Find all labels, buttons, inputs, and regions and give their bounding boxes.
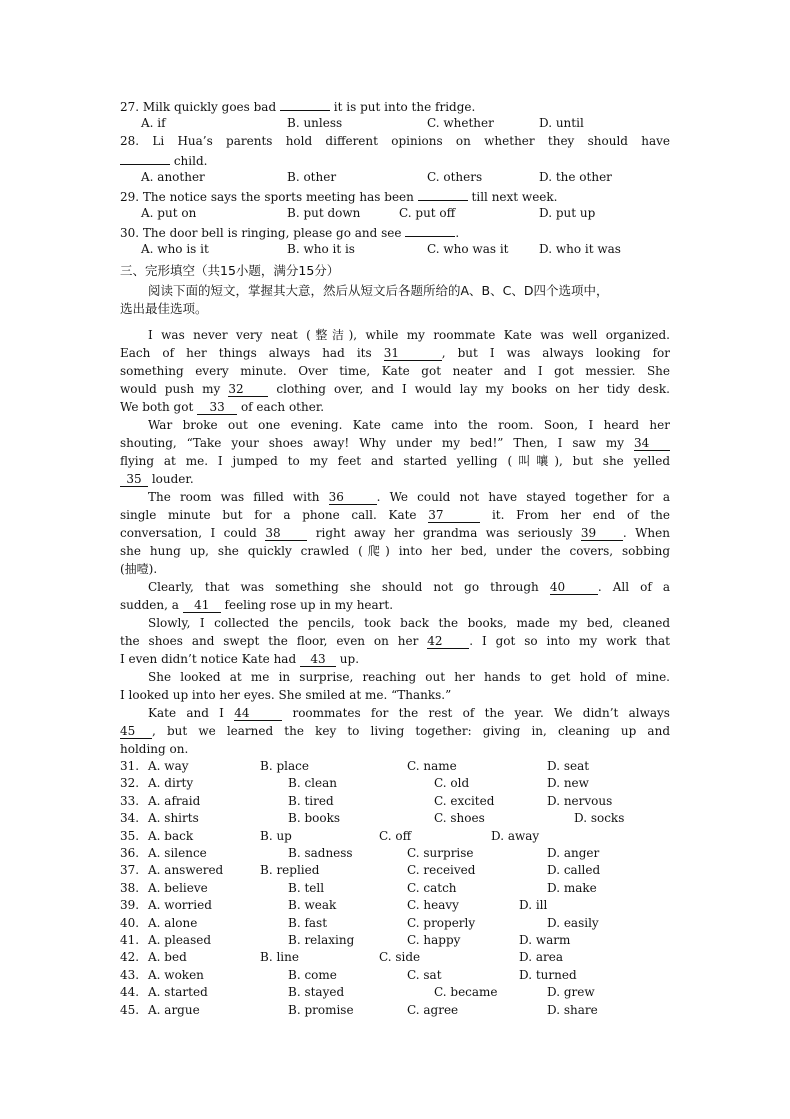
option[interactable]: A. another [141, 170, 205, 184]
answer-number: 43. [120, 967, 140, 982]
answer-option[interactable]: B. relaxing [288, 933, 355, 947]
answer-number: 36. [120, 846, 140, 860]
answer-number: 41. [120, 933, 140, 947]
question-stem: till next week. [471, 190, 558, 204]
answer-option[interactable]: A. woken [148, 967, 204, 982]
answer-number: 33. [120, 793, 140, 808]
blank-39[interactable]: 39 [581, 526, 623, 541]
answer-option[interactable]: C. side [379, 950, 421, 965]
answer-option[interactable]: D. share [547, 1002, 598, 1017]
passage-line: 35 louder. [120, 470, 194, 488]
passage-line: She looked at me in surprise, reaching out her hands to get hold of mine. [148, 670, 670, 684]
passage-line: conversation, I could 38 right away her grandma was seriously 39 . When [120, 526, 670, 540]
answer-number: 34. [120, 811, 140, 826]
question-28 [120, 132, 670, 150]
answer-option[interactable]: A. pleased [148, 933, 212, 947]
answer-option[interactable]: D. grew [547, 985, 595, 1000]
passage-line: Slowly, I collected the pencils, took back the books, made my bed, cleaned [148, 616, 670, 630]
answer-option[interactable]: C. agree [407, 1002, 459, 1017]
question-stem: it is put into the fridge. [333, 100, 476, 114]
passage-line: sudden, a 41 feeling rose up in my heart. [120, 598, 394, 612]
question-28-cont [120, 150, 207, 170]
answer-option[interactable]: A. dirty [148, 776, 194, 791]
answer-option[interactable]: D. socks [574, 811, 625, 826]
answer-option[interactable]: D. new [547, 776, 589, 791]
answer-option[interactable]: A. answered [148, 863, 224, 878]
question-stem: The notice says the sports meeting has been [142, 190, 414, 204]
answer-blank[interactable] [120, 150, 170, 165]
blank-34[interactable]: 34 [634, 436, 670, 451]
passage-line: Clearly, that was something she should not go through 40 . All of a [148, 580, 670, 594]
answer-option[interactable]: A. argue [148, 1002, 200, 1017]
passage-line: flying at me. I jumped to my feet and started yelling (叫嚷), but she yelled [120, 454, 670, 468]
answer-option[interactable]: B. books [288, 811, 341, 826]
option[interactable]: B. who it is [287, 242, 355, 256]
blank-36[interactable]: 36 [329, 490, 377, 505]
answer-option[interactable]: B. clean [288, 776, 337, 791]
answer-option[interactable]: C. properly [407, 915, 476, 930]
blank-35[interactable]: 35 [120, 472, 148, 487]
answer-number: 32. [120, 776, 140, 791]
option[interactable]: C. put off [399, 206, 456, 220]
answer-option[interactable]: C. excited [434, 793, 495, 808]
answer-option[interactable]: B. weak [288, 898, 337, 913]
answer-option[interactable]: C. became [434, 985, 498, 1000]
passage-line: I was never very neat (整洁), while my roommate Kate was well organized. [148, 328, 670, 342]
answer-option[interactable]: A. worried [148, 898, 212, 913]
answer-option[interactable]: D. called [547, 863, 601, 878]
answer-number: 37. [120, 863, 140, 878]
blank-37[interactable]: 37 [428, 508, 480, 523]
passage-line: holding on. [120, 742, 189, 756]
answer-option[interactable]: B. come [288, 967, 337, 982]
answer-option[interactable]: A. believe [148, 880, 208, 895]
answer-option[interactable]: C. name [407, 759, 457, 773]
answer-blank[interactable] [280, 96, 330, 111]
option[interactable]: D. who it was [539, 242, 621, 256]
answer-option[interactable]: B. line [260, 950, 299, 965]
answer-option[interactable]: C. catch [407, 880, 457, 895]
blank-40[interactable]: 40 [550, 580, 598, 595]
answer-option[interactable]: C. heavy [407, 898, 459, 913]
answer-number: 42. [120, 950, 140, 965]
question-number: 27. [120, 100, 140, 114]
question-30 [120, 222, 459, 242]
answer-option[interactable]: D. easily [547, 915, 599, 930]
answer-option[interactable]: D. turned [519, 967, 577, 982]
passage-line: single minute but for a phone call. Kate 37 it. From her end of the [120, 508, 670, 522]
option[interactable]: D. until [539, 116, 584, 130]
question-stem: . [455, 226, 460, 240]
passage-line: Each of her things always had its 31 , but I was always looking for [120, 346, 670, 360]
answer-option[interactable]: D. warm [519, 933, 571, 947]
blank-42[interactable]: 42 [427, 634, 469, 649]
passage-line: (抽噎). [120, 562, 158, 576]
answer-option[interactable]: C. old [434, 776, 470, 791]
passage-line: the shoes and swept the floor, even on her 42 . I got so into my work that [120, 634, 670, 648]
passage-line: War broke out one evening. Kate came into the room. Soon, I heard her [148, 418, 670, 432]
option[interactable]: C. whether [427, 116, 494, 130]
answer-option[interactable]: B. sadness [288, 846, 353, 860]
option[interactable]: B. put down [287, 206, 361, 220]
answer-number: 35. [120, 828, 140, 843]
answer-option[interactable]: D. seat [547, 759, 590, 773]
question-number: 28. [120, 134, 140, 148]
section-instruction: 选出最佳选项。 [120, 301, 208, 316]
blank-45[interactable]: 45 [120, 724, 152, 739]
answer-option[interactable]: B. place [260, 759, 309, 773]
answer-blank[interactable] [405, 222, 455, 237]
option[interactable]: B. other [287, 170, 337, 184]
answer-option[interactable]: B. up [260, 828, 292, 843]
passage-line: I looked up into her eyes. She smiled at me. “Thanks.” [120, 688, 452, 702]
answer-number: 38. [120, 880, 140, 895]
answer-option[interactable]: B. stayed [288, 985, 345, 1000]
passage-line: Kate and I 44 roommates for the rest of the year. We didn’t always [148, 706, 670, 720]
answer-option[interactable]: B. tired [288, 793, 334, 808]
passage-line: We both got 33 of each other. [120, 400, 325, 414]
question-stem: The door bell is ringing, please go and see [142, 226, 402, 240]
question-stem: child. [173, 154, 208, 168]
passage-line: I even didn’t notice Kate had 43 up. [120, 652, 360, 666]
question-29 [120, 186, 558, 206]
blank-33[interactable]: 33 [197, 400, 237, 415]
answer-option[interactable]: D. make [547, 880, 597, 895]
passage-line: something every minute. Over time, Kate got neater and I got messier. She [120, 364, 670, 378]
answer-number: 44. [120, 985, 140, 1000]
answer-option[interactable]: A. afraid [148, 793, 201, 808]
section-title: 三、完形填空（共15小题，满分15分） [120, 263, 340, 278]
passage-line: would push my 32 clothing over, and I would lay my books on her tidy desk. [120, 382, 670, 396]
question-number: 29. [120, 190, 140, 204]
section-instruction: 阅读下面的短文，掌握其大意，然后从短文后各题所给的A、B、C、D四个选项中， [148, 283, 609, 298]
blank-44[interactable]: 44 [234, 706, 282, 721]
question-number: 30. [120, 226, 140, 240]
blank-31[interactable]: 31 [384, 346, 442, 361]
blank-43[interactable]: 43 [300, 652, 336, 667]
answer-option[interactable]: C. shoes [434, 811, 485, 826]
answer-option[interactable]: A. back [148, 828, 194, 843]
answer-option[interactable]: C. sat [407, 967, 442, 982]
answer-number: 45. [120, 1002, 140, 1017]
answer-blank[interactable] [418, 186, 468, 201]
option[interactable]: C. who was it [427, 242, 509, 256]
passage-line: The room was filled with 36 . We could not have stayed together for a [148, 490, 670, 504]
answer-option[interactable]: C. off [379, 828, 412, 843]
blank-38[interactable]: 38 [265, 526, 307, 541]
blank-41[interactable]: 41 [183, 598, 221, 613]
blank-32[interactable]: 32 [228, 382, 268, 397]
option[interactable]: D. the other [539, 170, 612, 184]
answer-option[interactable]: D. anger [547, 846, 600, 860]
passage-line: 45 , but we learned the key to living together: giving in, cleaning up and [120, 724, 670, 738]
answer-option[interactable]: C. happy [407, 933, 461, 947]
option[interactable]: D. put up [539, 206, 596, 220]
passage-line: she hung up, she quickly crawled (爬) into her bed, under the covers, sobbing [120, 544, 670, 558]
answer-option[interactable]: A. way [148, 759, 189, 773]
answer-option[interactable]: C. received [407, 863, 476, 878]
answer-option[interactable]: B. tell [288, 880, 325, 895]
answer-option[interactable]: A. silence [148, 846, 207, 860]
option[interactable]: B. unless [287, 116, 343, 130]
option[interactable]: A. who is it [141, 242, 209, 256]
answer-option[interactable]: A. bed [148, 950, 187, 965]
answer-number: 31. [120, 759, 140, 773]
question-stem: Milk quickly goes bad [142, 100, 277, 114]
answer-option[interactable]: A. shirts [148, 811, 199, 826]
answer-option[interactable]: B. promise [288, 1002, 354, 1017]
option[interactable]: C. others [427, 170, 483, 184]
answer-number: 40. [120, 915, 140, 930]
answer-option[interactable]: D. area [519, 950, 563, 965]
answer-option[interactable]: D. ill [519, 898, 548, 913]
answer-option[interactable]: B. fast [288, 915, 328, 930]
answer-option[interactable]: D. away [491, 828, 540, 843]
option[interactable]: A. put on [141, 206, 197, 220]
question-27 [120, 96, 475, 116]
option[interactable]: A. if [141, 116, 166, 130]
answer-option[interactable]: A. started [148, 985, 208, 1000]
passage-line: shouting, “Take your shoes away! Why under my bed!” Then, I saw my 34 [120, 434, 670, 452]
answer-option[interactable]: C. surprise [407, 846, 474, 860]
answer-number: 39. [120, 898, 140, 913]
question-stem: Li Hua’s parents hold different opinions on whether they should have [152, 134, 670, 148]
answer-option[interactable]: B. replied [260, 863, 320, 878]
answer-option[interactable]: D. nervous [547, 793, 613, 808]
answer-option[interactable]: A. alone [148, 915, 198, 930]
